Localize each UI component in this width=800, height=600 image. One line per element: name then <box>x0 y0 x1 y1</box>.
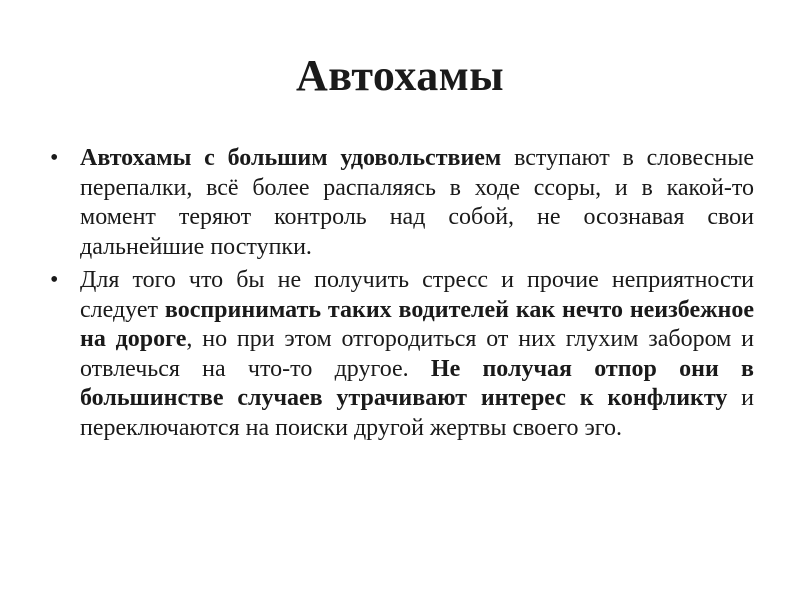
bullet-2-bold-advice: воспринимать таких водителей как нечто неизбежное на дороге <box>80 296 754 352</box>
bullet-list <box>42 144 754 447</box>
bullet-1-bold-lead: Автохамы с большим удовольствием <box>80 145 502 171</box>
bullet-item-1 <box>42 144 754 262</box>
slide-title: Автохамы <box>295 51 505 100</box>
bullet-marker: • <box>50 267 59 293</box>
bullet-2-text-intro: Для того что бы не получить стресс и прочие неприятности следует <box>80 267 754 323</box>
bullet-1-text: вступают в словесные перепалки, всё более распаляясь в ходе ссоры, и в какой-то момент теряют контроль над собой, не осознавая свои дальнейшие поступки. <box>80 145 754 260</box>
bullet-marker: • <box>50 145 59 171</box>
bullet-2-bold-conclusion: Не получая отпор они в большинстве случаев утрачивают интерес к конфликту <box>80 355 754 411</box>
bullet-item-2 <box>42 266 754 443</box>
bullet-2-text-end: и переключаются на поиски другой жертвы своего эго. <box>80 385 754 441</box>
bullet-2-text-middle: , но при этом отгородиться от них глухим забором и отвлечься на что-то другое. <box>80 326 754 382</box>
